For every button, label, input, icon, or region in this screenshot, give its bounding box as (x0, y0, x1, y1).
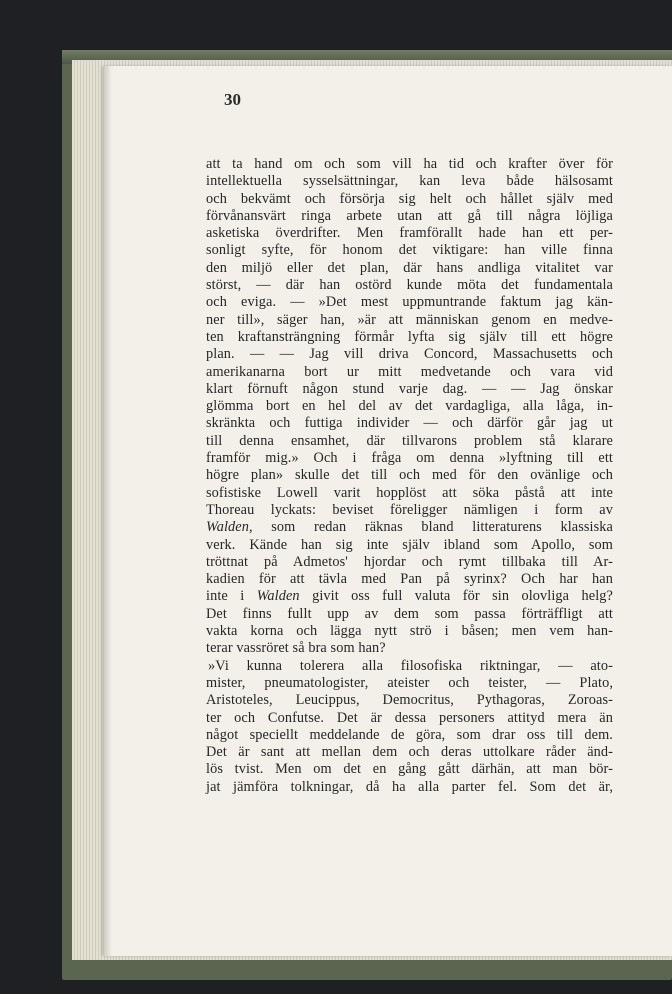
text-line: sonligt syfte, för honom det viktigare: han ville finna (206, 242, 613, 259)
text-line: skränkta och futtiga individer — och därför går jag ut (206, 415, 613, 432)
text-line: och bekvämt och försörja sig helt och hållet själv med (206, 190, 613, 207)
text-line: intellektuella sysselsättningar, kan leva både hälsosamt (206, 173, 613, 190)
text-line: klart förnuft någon stund varje dag. — — Jag önskar (206, 380, 613, 397)
text-line: Det är sant att mellan dem och deras uttolkare råder änd- (206, 744, 613, 761)
text-line (206, 519, 613, 536)
text-line: jat jämföra tolkningar, då ha alla parter fel. Som det är, (206, 778, 613, 795)
text-line (206, 588, 613, 605)
text-line: framför mig.» Och i fråga om denna »lyftning till ett (206, 450, 613, 467)
text-line: mister, pneumatologister, ateister och teister, — Plato, (206, 674, 613, 691)
text-line: Aristoteles, Leucippus, Democritus, Pythagoras, Zoroas- (206, 692, 613, 709)
text-line: ner till», säger han, »är att människan genom en medve- (206, 311, 613, 328)
text-line: till denna ensamhet, där tillvarons problem stå klarare (206, 432, 613, 449)
text-line: »Vi kunna tolerera alla filosofiska riktningar, — ato- (208, 657, 613, 674)
text-line: ter och Confutse. Det är dessa personers attityd mera än (206, 709, 613, 726)
text-line: förvånansvärt ringa arbete utan att gå till några löjliga (206, 207, 613, 224)
text-line: högre plan» skulle det till och med för den ovänlige och (206, 467, 613, 484)
text-line: verk. Kände han sig inte själv ibland som Apollo, som (206, 536, 613, 553)
text-segment: givit oss full valuta för sin olovliga helg? (299, 588, 613, 605)
text-segment: inte i (206, 588, 257, 605)
text-line: lös tvist. Men om det en gång gått därhän, att man bör- (206, 761, 613, 778)
page-number: 30 (224, 90, 241, 109)
text-line: kadien för att tävla med Pan på syrinx? Och har han (206, 571, 613, 588)
italic-title: Walden (256, 588, 300, 605)
text-line: tröttnat på Admetos' hjordar och rymt tillbaka till Ar- (206, 553, 613, 570)
text-line: Det finns fullt upp av dem som passa förträffligt att (206, 605, 613, 622)
text-line: plan. — — Jag vill driva Concord, Massachusetts och (206, 346, 613, 363)
text-line: glömma bort en hel del av det vardagliga, alla låga, in- (206, 398, 613, 415)
text-line: att ta hand om och som vill ha tid och krafter över för (206, 156, 613, 172)
italic-title: Walden, (206, 519, 253, 536)
text-line: sofistiske Lowell varit hopplöst att söka påstå att inte (206, 484, 613, 501)
text-line: och eviga. — »Det mest uppmuntrande faktum jag kän- (206, 294, 613, 311)
text-line: något speciellt meddelande de göra, som drar oss till dem. (206, 726, 613, 743)
binding-shadow (104, 66, 112, 956)
text-segment: som redan räknas bland litteraturens klassiska (252, 519, 613, 536)
text-line: vakta korna och lägga nytt strö i båsen; men vem han- (206, 623, 613, 640)
text-line: asketiska överdrifter. Men framförallt hade han ett per- (206, 225, 613, 242)
text-line: terar vassröret så bra som han? (206, 640, 386, 657)
text-line: störst, — där han ostörd kunde möta det fundamentala (206, 277, 613, 294)
text-line: den miljö eller det plan, där hans andliga vitalitet var (206, 259, 613, 276)
text-line: ten kraftansträngning förmår lyfta sig själv till ett högre (206, 328, 613, 345)
body-text (206, 156, 613, 796)
book-page (104, 66, 672, 956)
text-line: Thoreau lyckats: beviset föreligger nämligen i form av (206, 501, 613, 518)
text-line: amerikanarna bort ur mitt medvetande och vara vid (206, 363, 613, 380)
